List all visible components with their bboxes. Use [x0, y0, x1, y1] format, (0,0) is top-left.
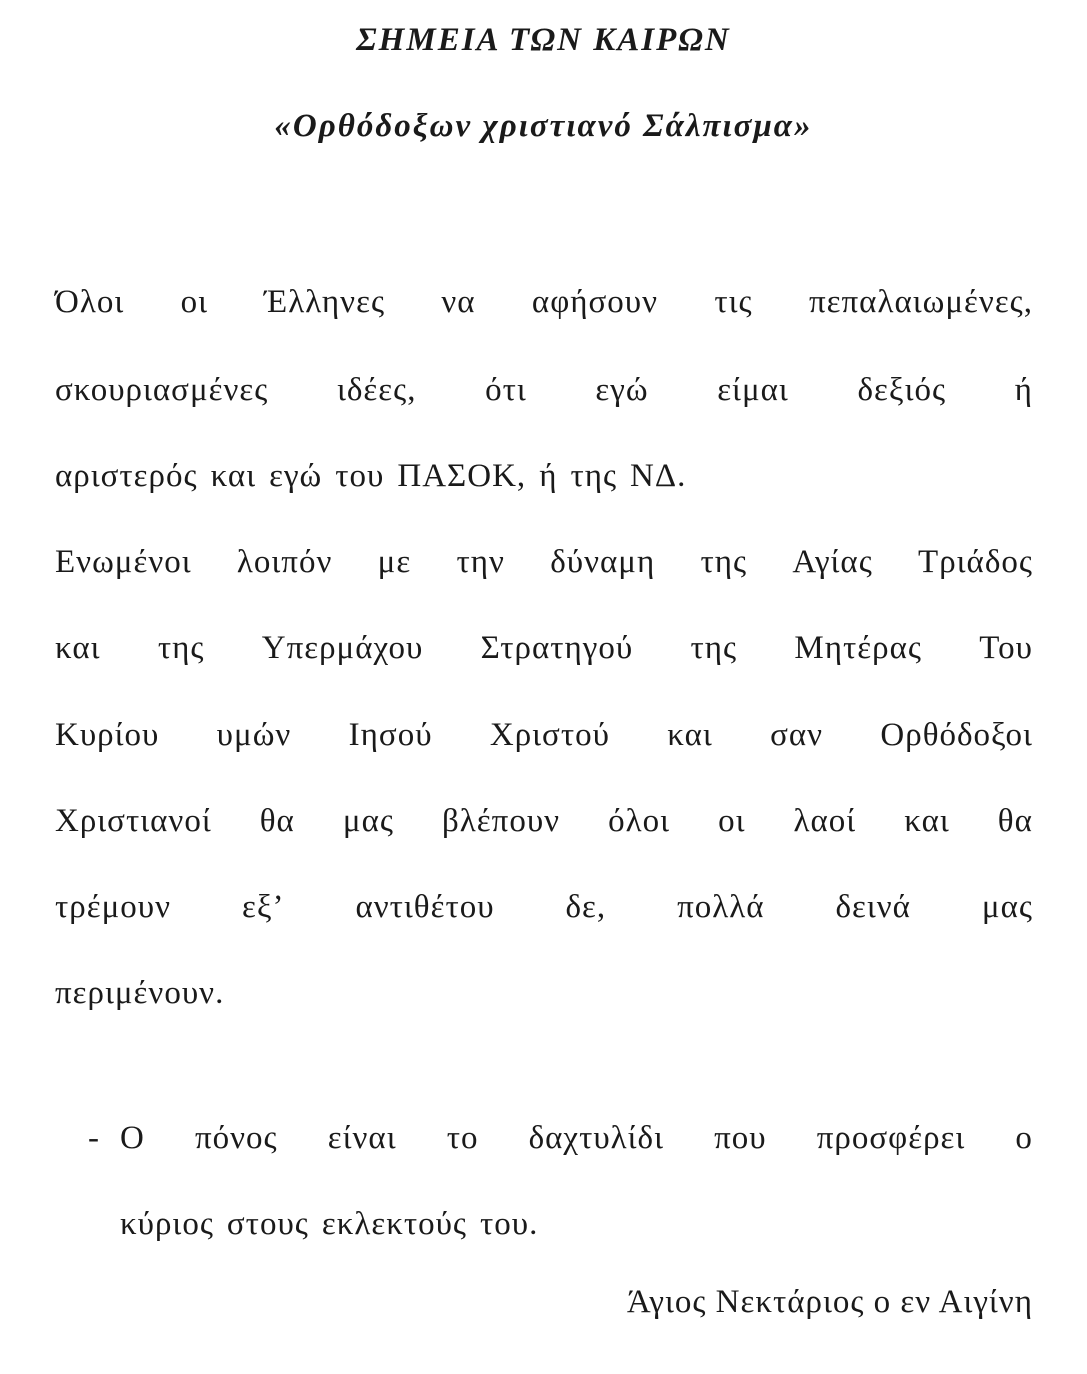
word: ΝΔ.: [630, 458, 687, 494]
word: της: [690, 630, 738, 666]
word: δεξιός: [857, 372, 947, 408]
word: Υπερμάχου: [261, 630, 424, 666]
word: Χριστιανοί: [55, 803, 212, 839]
word: ο: [1015, 1120, 1033, 1156]
word: πόνος: [194, 1120, 278, 1156]
word: είμαι: [717, 372, 789, 408]
word: Αγίας: [792, 544, 873, 580]
word: αφήσουν: [531, 284, 659, 320]
word: υμών: [216, 717, 292, 753]
word: πολλά: [677, 889, 765, 925]
word: Κυρίου: [55, 717, 160, 753]
word: της: [700, 544, 748, 580]
word: σαν: [770, 717, 824, 753]
word: εγώ: [269, 458, 323, 494]
paragraph-line: [55, 800, 1033, 842]
word: εκλεκτούς: [321, 1206, 468, 1242]
word: αντιθέτου: [355, 889, 495, 925]
word: είναι: [327, 1120, 397, 1156]
word: εξ’: [241, 889, 285, 925]
word: και: [667, 717, 713, 753]
word: προσφέρει: [816, 1120, 966, 1156]
word: αριστερός: [55, 458, 198, 494]
word: δεινά: [835, 889, 911, 925]
word: θα: [259, 803, 295, 839]
word: ιδέες,: [337, 372, 417, 408]
word: Στρατηγού: [480, 630, 634, 666]
word: ή: [539, 458, 558, 494]
paragraph-line: [55, 541, 1033, 583]
paragraph-line: [55, 281, 1033, 323]
word: με: [377, 544, 412, 580]
word: να: [441, 284, 476, 320]
word: το: [446, 1120, 479, 1156]
word: δε,: [565, 889, 607, 925]
paragraph-line: [55, 972, 1033, 1014]
word: Ο: [120, 1120, 145, 1156]
word: σκουριασμένες: [55, 372, 269, 408]
word: Μητέρας: [794, 630, 922, 666]
word: όλοι: [608, 803, 671, 839]
document-title: ΣΗΜΕΙΑ ΤΩΝ ΚΑΙΡΩΝ: [356, 22, 731, 58]
word: ότι: [485, 372, 527, 408]
word: βλέπουν: [442, 803, 561, 839]
word: εγώ: [595, 372, 649, 408]
word: του.: [480, 1206, 539, 1242]
word: Ιησού: [348, 717, 433, 753]
word: Ενωμένοι: [55, 544, 192, 580]
word: περιμένουν.: [55, 975, 225, 1011]
document-subtitle: «Ορθόδοξων χριστιανό Σάλπισμα»: [274, 108, 813, 144]
word: την: [456, 544, 505, 580]
word: τις: [714, 284, 753, 320]
word: οι: [180, 284, 208, 320]
paragraph-line: [55, 886, 1033, 928]
word: τρέμουν: [55, 889, 172, 925]
word: δύναμη: [550, 544, 656, 580]
word: μας: [342, 803, 394, 839]
paragraph-line: [55, 455, 1033, 497]
word: μας: [981, 889, 1033, 925]
word: λαοί: [793, 803, 857, 839]
word: Τριάδος: [918, 544, 1033, 580]
word: της: [157, 630, 205, 666]
word: Του: [979, 630, 1033, 666]
word: που: [714, 1120, 767, 1156]
word: Έλληνες: [264, 284, 386, 320]
word: Ορθόδοξοι: [880, 717, 1033, 753]
word: οι: [718, 803, 746, 839]
word: του: [335, 458, 385, 494]
word: λοιπόν: [236, 544, 333, 580]
word: και: [55, 630, 101, 666]
word: πεπαλαιωμένες,: [808, 284, 1033, 320]
word: Όλοι: [55, 284, 125, 320]
word: ΠΑΣΟΚ,: [397, 458, 527, 494]
quote-line: [120, 1117, 1033, 1159]
quote-line: [120, 1203, 1087, 1245]
word: Χριστού: [489, 717, 610, 753]
paragraph-line: [55, 627, 1033, 669]
word: και: [210, 458, 257, 494]
quote-bullet: -: [88, 1120, 99, 1156]
word: δαχτυλίδι: [528, 1120, 664, 1156]
paragraph-line: [55, 714, 1033, 756]
word: ή: [1014, 372, 1033, 408]
paragraph-line: [55, 369, 1033, 411]
word: θα: [997, 803, 1033, 839]
word: και: [904, 803, 950, 839]
word: κύριος: [120, 1206, 214, 1242]
word: της: [570, 458, 618, 494]
signature: Άγιος Νεκτάριος ο εν Αιγίνη: [626, 1284, 1033, 1320]
word: στους: [226, 1206, 309, 1242]
